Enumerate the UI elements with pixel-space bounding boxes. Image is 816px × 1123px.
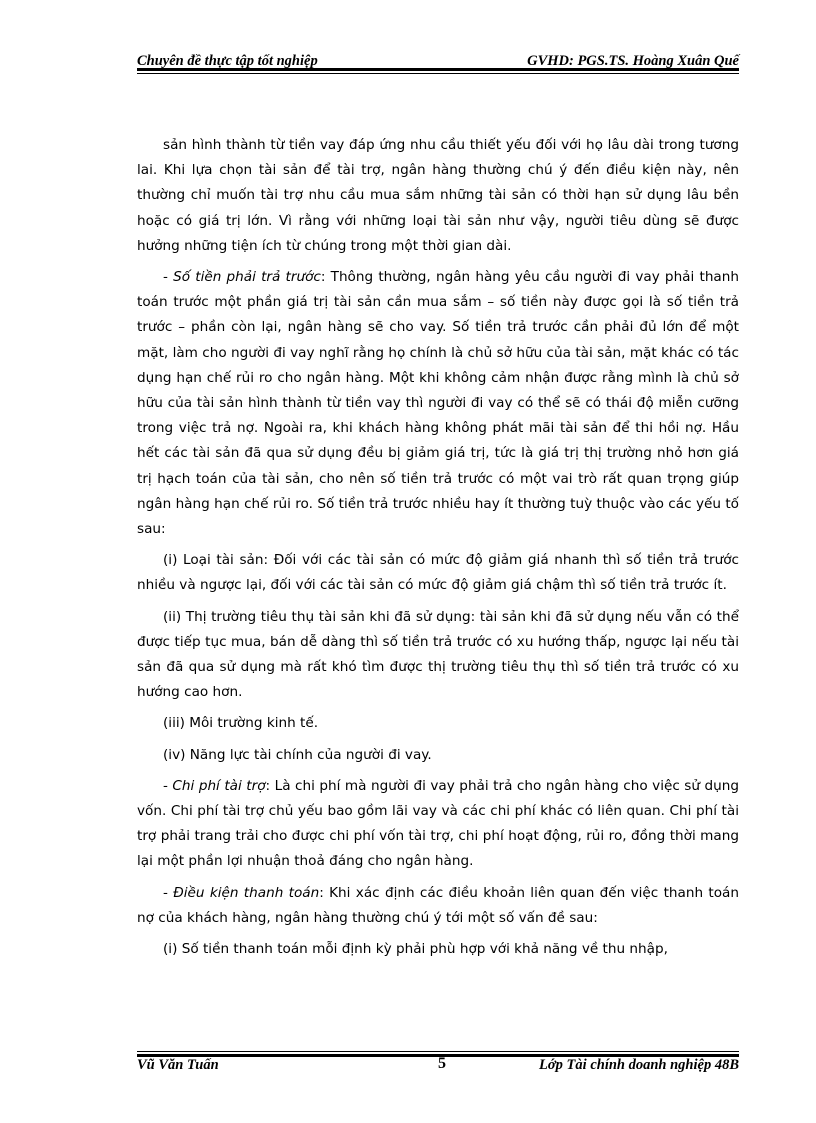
- paragraph: sản hình thành từ tiền vay đáp ứng nhu cầu thiết yếu đối với họ lâu dài trong tương lai. Khi lựa chọn tài sản để tài trợ, ngân hàng thường chú ý đến điều kiện này, nên thường chỉ muốn tài trợ nhu cầu mua sắm những tài sản có thời hạn sử dụng lâu bền hoặc có giá trị lớn. Vì rằng với những loại tài sản như vậy, người tiêu dùng sẽ được hưởng những tiện ích từ chúng trong một thời gian dài.: [137, 137, 739, 254]
- header-advisor: GVHD: PGS.TS. Hoàng Xuân Quế: [527, 53, 739, 69]
- term-financing-cost: Chi phí tài trợ: [172, 777, 266, 794]
- paragraph: (iv) Năng lực tài chính của người đi vay.: [163, 746, 432, 763]
- footer-author: Vũ Văn Tuấn: [137, 1057, 219, 1073]
- paragraph: - Số tiền phải trả trước: Thông thường, ngân hàng yêu cầu người đi vay phải thanh toán trước một phần giá trị tài sản cần mua sắm – số tiền này được gọi là số tiền trả trước – phần còn lại, ngân hàng sẽ cho vay. Số tiền trả trước cần phải đủ lớn để một mặt, làm cho người đi vay nghĩ rằng họ chính là chủ sở hữu của tài sản, mặt khác có tác dụng hạn chế rủi ro cho ngân hàng. Một khi không cảm nhận được rằng mình là chủ sở hữu của tài sản hình thành từ tiền vay thì người đi vay có thể sẽ có thái độ miễn cưỡng trong việc trả nợ. Ngoài ra, khi khách hàng không phát mãi tài sản để thi hồi nợ. Hầu hết các tài sản đã qua sử dụng đều bị giảm giá trị, tức là giá trị thị trường nhỏ hơn giá trị hạch toán của tài sản, cho nên số tiền trả trước có một vai trò rất quan trọng giúp ngân hàng hạn chế rủi ro. Số tiền trả trước nhiều hay ít thường tuỳ thuộc vào các yếu tố sau:: [137, 269, 739, 538]
- page-body: [137, 133, 739, 968]
- header-rule-thick: [137, 68, 739, 71]
- term-payment-terms: Điều kiện thanh toán: [173, 884, 320, 901]
- paragraph: (ii) Thị trường tiêu thụ tài sản khi đã sử dụng: tài sản khi đã sử dụng nếu vẫn có thể được tiếp tục mua, bán dễ dàng thì số tiền trả trước có xu hướng thấp, ngược lại nếu tài sản đã qua sử dụng mà rất khó tìm được thị trường tiêu thụ thì số tiền trả trước có xu hướng cao hơn.: [137, 608, 739, 701]
- term-down-payment: Số tiền phải trả trước: [173, 269, 321, 286]
- header-rule-thin: [137, 73, 739, 74]
- page-footer: [137, 1057, 739, 1079]
- paragraph: (iii) Môi trường kinh tế.: [163, 715, 319, 732]
- paragraph: (i) Loại tài sản: Đối với các tài sản có mức độ giảm giá nhanh thì số tiền trả trước nhiều và ngược lại, đối với các tài sản có mức độ giảm giá chậm thì số tiền trả trước ít.: [137, 552, 739, 594]
- page-header: [137, 48, 739, 70]
- header-title: Chuyên đề thực tập tốt nghiệp: [137, 53, 318, 69]
- footer-class: Lớp Tài chính doanh nghiệp 48B: [539, 1057, 739, 1073]
- footer-rule-thin: [137, 1051, 739, 1052]
- paragraph: - Chi phí tài trợ: Là chi phí mà người đi vay phải trả cho ngân hàng cho việc sử dụng vốn. Chi phí tài trợ chủ yếu bao gồm lãi vay và các chi phí khác có liên quan. Chi phí tài trợ phải trang trải cho được chi phí vốn tài trợ, chi phí hoạt động, rủi ro, đồng thời mang lại một phần lợi nhuận thoả đáng cho ngân hàng.: [137, 777, 740, 870]
- paragraph: - Điều kiện thanh toán: Khi xác định các điều khoản liên quan đến việc thanh toán nợ của khách hàng, ngân hàng thường chú ý tới một số vấn đề sau:: [137, 884, 739, 926]
- paragraph: (i) Số tiền thanh toán mỗi định kỳ phải phù hợp với khả năng về thu nhập,: [163, 941, 668, 958]
- page-number: 5: [438, 1055, 446, 1072]
